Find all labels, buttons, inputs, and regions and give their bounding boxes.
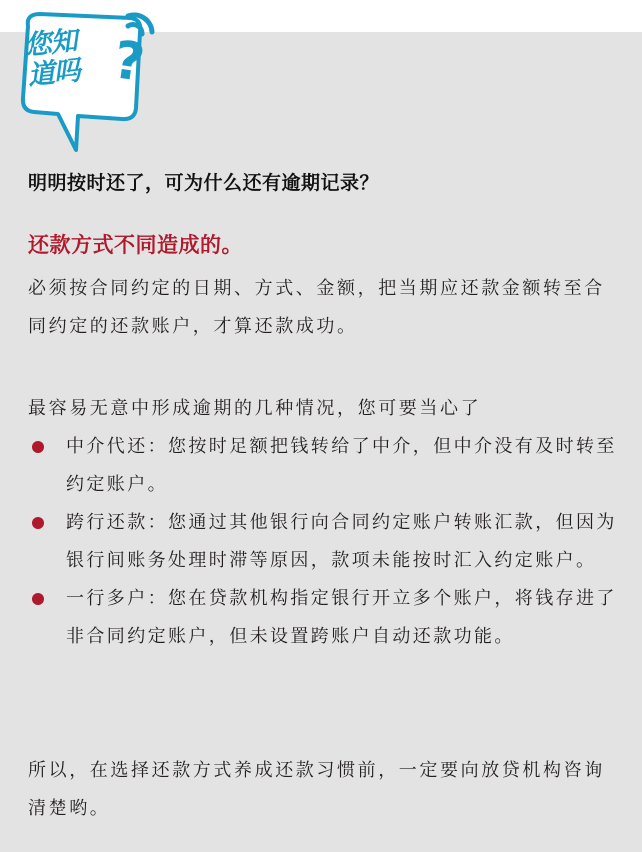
list-item bbox=[28, 428, 628, 504]
bullet-dot-icon bbox=[32, 593, 44, 605]
badge-line-1: 您知 bbox=[23, 25, 79, 62]
list-item bbox=[28, 580, 628, 656]
closing-paragraph: 所以，在选择还款方式养成还款习惯前，一定要向放贷机构咨询清楚哟。 bbox=[28, 760, 605, 819]
lead-sentence: 最容易无意中形成逾期的几种情况，您可要当心了 bbox=[28, 398, 482, 419]
list-item-text: 一行多户：您在贷款机构指定银行开立多个账户，将钱存进了非合同约定账户，但未设置跨账户自动还款功能。 bbox=[66, 588, 617, 647]
question-mark-icon: ? bbox=[109, 30, 149, 94]
bullet-dot-icon bbox=[32, 441, 44, 453]
bullet-dot-icon bbox=[32, 517, 44, 529]
situation-list bbox=[28, 428, 628, 656]
badge-line-2: 道吗 bbox=[26, 55, 82, 92]
intro-paragraph: 必须按合同约定的日期、方式、金额，把当期应还款金额转至合同约定的还款账户，才算还款成功。 bbox=[28, 278, 605, 337]
list-item-text: 中介代还：您按时足额把钱转给了中介，但中介没有及时转至约定账户。 bbox=[66, 436, 617, 495]
list-item-text: 跨行还款：您通过其他银行向合同约定账户转账汇款，但因为银行间账务处理时滞等原因，款项未能按时汇入约定账户。 bbox=[66, 512, 617, 571]
did-you-know-badge bbox=[18, 8, 168, 158]
question-title: 明明按时还了，可为什么还有逾期记录？ bbox=[28, 172, 380, 194]
list-item bbox=[28, 504, 628, 580]
answer-heading: 还款方式不同造成的。 bbox=[28, 233, 243, 257]
